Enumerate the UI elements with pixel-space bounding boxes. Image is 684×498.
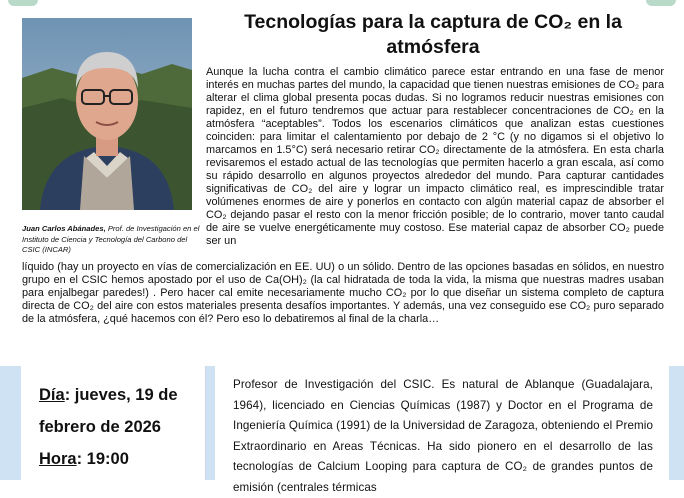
time-label: Hora xyxy=(39,450,77,468)
speaker-photo xyxy=(22,18,192,210)
corner-decoration-left xyxy=(8,0,38,6)
speaker-role: Prof. de Investigación en el Instituto de Ciencia y Tecnología del Carbono del CSIC (INCAR) xyxy=(22,224,200,255)
event-date: febrero de 2026 xyxy=(39,418,161,436)
title-line-2: atmósfera xyxy=(386,36,480,58)
day-value: : jueves, 19 de xyxy=(64,386,178,404)
page-title xyxy=(204,10,662,60)
speaker-bio xyxy=(215,366,669,494)
speaker-caption xyxy=(22,224,200,256)
corner-decoration-right xyxy=(646,0,676,6)
abstract-text-right: Aunque la lucha contra el cambio climático parece estar entrando en una fase de menor interés en muchas partes del mundo, la capacidad que tienen nuestras emisiones de CO₂ para alterar el clima global presenta pocas dudas. Si no logramos reducir nuestras emisiones con rapidez, en el futuro tendremos que actuar para restablecer concentraciones de CO₂ en la atmósfera “aceptables”. Todos los escenarios climáticos que analizan estas cuestiones coinciden: para limitar el calentamiento por debajo de 2 °C (y no digamos si el objetivo lo marcamos en 1.5°C) será necesario retirar CO₂ directamente de la atmósfera. En esta charla revisaremos el estado actual de las tecnologías que permiten hacerlo a gran escala, así como su rápido desarrollo en algunos proyectos alrededor del mundo. Para capturar cantidades significativas de CO₂ del aire y lograr un impacto climático real, es imprescindible tratar volúmenes enormes de aire y ponerlos en contacto con algún material capaz de absorber el CO₂ dejando pasar el resto con la menor fricción posible; de lo contrario, mover tanto caudal de aire se vuelve energéticamente muy costoso. Ese material capaz de absorber CO₂ puede ser un xyxy=(206,66,664,247)
title-line-1: Tecnologías para la captura de CO₂ en la xyxy=(244,11,622,33)
abstract-full-width xyxy=(22,261,664,326)
event-details xyxy=(21,366,206,480)
speaker-name: Juan Carlos Abánades, xyxy=(22,224,106,233)
event-time xyxy=(39,450,129,469)
event-day xyxy=(39,386,178,405)
bio-text: Profesor de Investigación del CSIC. Es natural de Ablanque (Guadalajara, 1964), licenciado en Ciencias Químicas (1987) y Doctor en el Programa de Ingeniería Química (1991) de la Universidad de Zaragoza, obteniendo el Premio Extraordinario en Areas Técnicas. Ha sido pionero en el desarrollo de las tecnologías de Calcium Looping para captura de CO₂ de grandes puntos de emisión (centrales térmicas xyxy=(233,378,653,494)
abstract-text-full: líquido (hay un proyecto en vías de comercialización en EE. UU) o un sólido. Dentro de las opciones basadas en sólidos, en nuestro grupo en el CSIC hemos apostado por el uso de Ca(OH)₂ (la cal hidratada de toda la vida, la misma que nuestras madres usaban para enjalbegar paredes!) . Pero hacer cal emite necesariamente mucho CO₂ por lo que diseñar un sistema completo de captura directa de CO₂ del aire con estos materiales presenta desafíos importantes. Y además, una vez conseguido ese CO₂ puro separado de la atmósfera, ¿qué hacemos con él? Pero eso lo debatiremos al final de la charla… xyxy=(22,261,664,325)
day-label: Día xyxy=(39,386,65,404)
abstract-column xyxy=(206,66,664,248)
time-value: : 19:00 xyxy=(76,450,129,468)
